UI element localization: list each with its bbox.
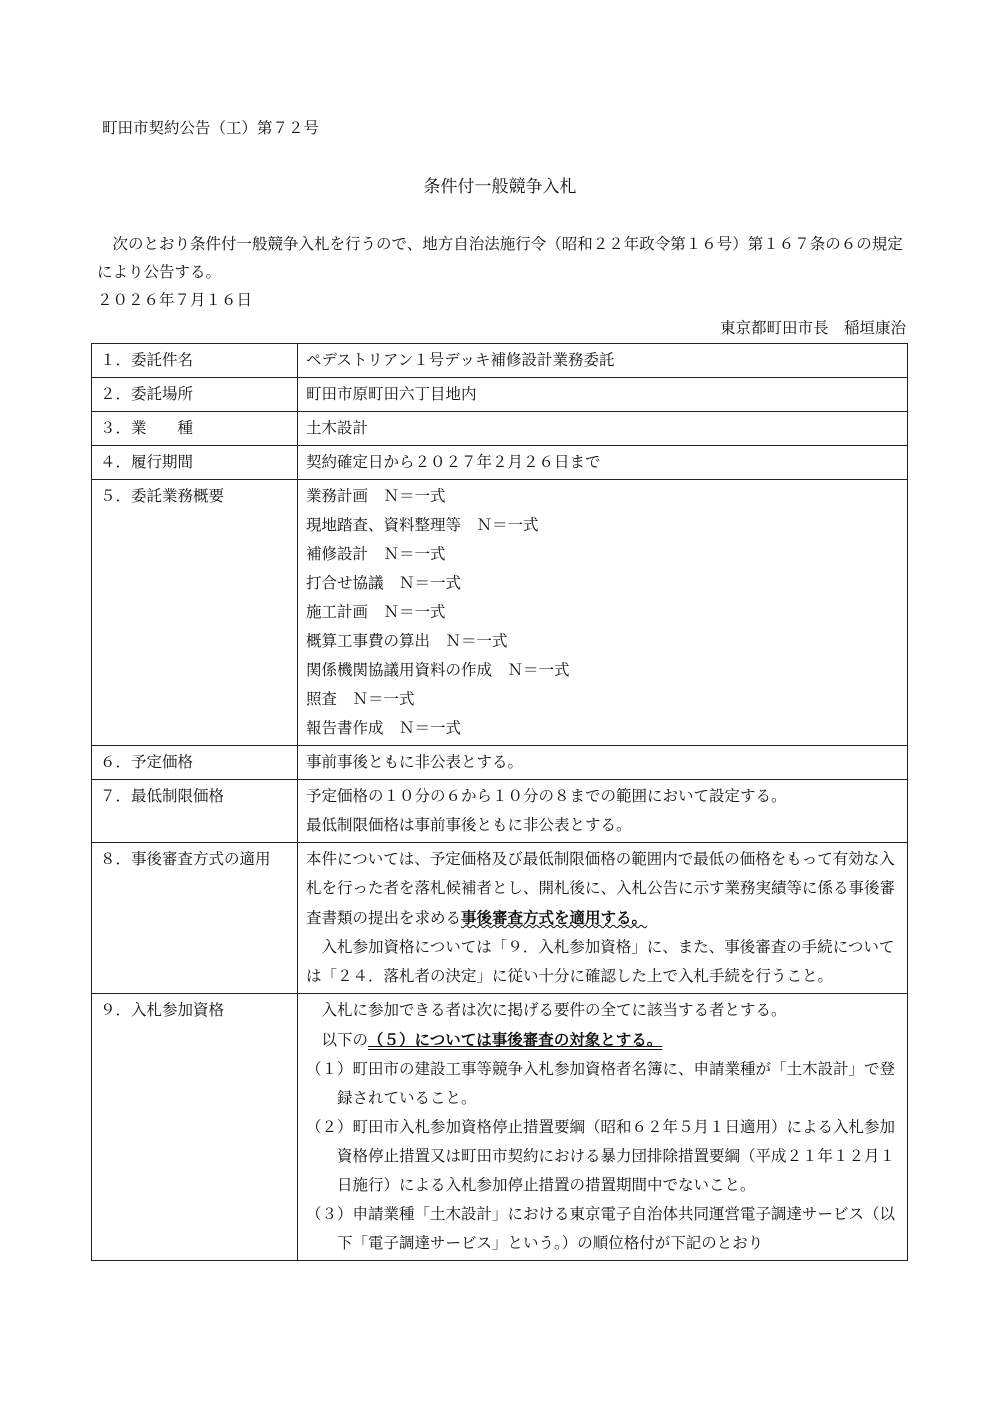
row-value (298, 780, 908, 843)
paragraph-text: 以下の (321, 1031, 369, 1049)
row-value (298, 994, 908, 1261)
paragraph (306, 845, 899, 933)
row-label: ６．予定価格 (92, 746, 298, 780)
row-value: ペデストリアン１号デッキ補修設計業務委託 (298, 344, 908, 378)
paragraph: 入札参加資格については「９．入札参加資格」に、また、事後審査の手続については「２４．落札者の決定」に従い十分に確認した上で入札手続を行うこと。 (306, 938, 895, 985)
list-item: 報告書作成 Ｎ＝一式 (306, 719, 462, 737)
row-label: ９．入札参加資格 (92, 994, 298, 1261)
notice-date: ２０２６年７月１６日 (97, 291, 253, 309)
preamble-text: 次のとおり条件付一般競争入札を行うので、地方自治法施行令（昭和２２年政令第１６号）第１６７条の６の規定により公告する。 (97, 235, 903, 281)
table-row (92, 746, 908, 780)
row-label: ５．委託業務概要 (92, 480, 298, 746)
paragraph: 最低制限価格は事前事後ともに非公表とする。 (306, 816, 632, 834)
emphasis-text: 事後審査方式を適用する。 (461, 908, 648, 927)
row-label: ３．業 種 (92, 412, 298, 446)
row-value (298, 480, 908, 746)
table-row (92, 378, 908, 412)
row-label: ７．最低制限価格 (92, 780, 298, 843)
table-row (92, 994, 908, 1261)
list-item: （１）町田市の建設工事等競争入札参加資格者名簿に、申請業種が「土木設計」で登録されていること。 (306, 1060, 896, 1107)
list-item: 補修設計 Ｎ＝一式 (306, 545, 446, 563)
paragraph: 入札に参加できる者は次に掲げる要件の全てに該当する者とする。 (321, 1001, 787, 1019)
row-value (298, 843, 908, 994)
list-item: 照査 Ｎ＝一式 (306, 690, 415, 708)
list-item: 現地踏査、資料整理等 Ｎ＝一式 (306, 516, 539, 534)
table-row (92, 780, 908, 843)
table-row (92, 480, 908, 746)
list-item: （２）町田市入札参加資格停止措置要綱（昭和６２年５月１日適用）による入札参加資格停止措置又は町田市契約における暴力団排除措置要綱（平成２１年１２月１日施行）による入札参加停止措置の措置期間中でないこと。 (306, 1118, 896, 1194)
document-title: 条件付一般競争入札 (423, 177, 577, 197)
preamble (97, 230, 917, 314)
emphasis-text: （５）については事後審査の対象とする。 (368, 1030, 663, 1049)
notice-number: 町田市契約公告（工）第７２号 (102, 119, 320, 137)
signer: 東京都町田市長 稲垣康治 (719, 319, 906, 337)
paragraph: 予定価格の１０分の６から１０分の８までの範囲において設定する。 (306, 787, 787, 805)
row-value: 町田市原町田六丁目地内 (298, 378, 908, 412)
row-value: 事前事後ともに非公表とする。 (298, 746, 908, 780)
row-label: ８．事後審査方式の適用 (92, 843, 298, 994)
table-row (92, 446, 908, 480)
row-label: ２．委託場所 (92, 378, 298, 412)
list-item: 関係機関協議用資料の作成 Ｎ＝一式 (306, 661, 570, 679)
list-item: 打合せ協議 Ｎ＝一式 (306, 574, 462, 592)
list-item: 業務計画 Ｎ＝一式 (306, 487, 446, 505)
table-row (92, 412, 908, 446)
list-item: （３）申請業種「土木設計」における東京電子自治体共同運営電子調達サービス（以下「電子調達サービス」という。）の順位格付が下記のとおり (306, 1205, 896, 1252)
paragraph-text: 本件については、予定価格及び最低制限価格の範囲内で最低の価格をもって有効な入札を行った者を落札候補者とし、開札後に、入札公告に示す業務実績等に係る事後審査書類の提出を求める (306, 850, 896, 927)
table-row (92, 843, 908, 994)
row-value: 契約確定日から２０２７年２月２６日まで (298, 446, 908, 480)
row-label: ４．履行期間 (92, 446, 298, 480)
terms-table (91, 343, 908, 1261)
list-item: 施工計画 Ｎ＝一式 (306, 603, 446, 621)
row-label: １．委託件名 (92, 344, 298, 378)
paragraph (306, 1025, 899, 1055)
row-value: 土木設計 (298, 412, 908, 446)
table-row (92, 344, 908, 378)
list-item: 概算工事費の算出 Ｎ＝一式 (306, 632, 508, 650)
